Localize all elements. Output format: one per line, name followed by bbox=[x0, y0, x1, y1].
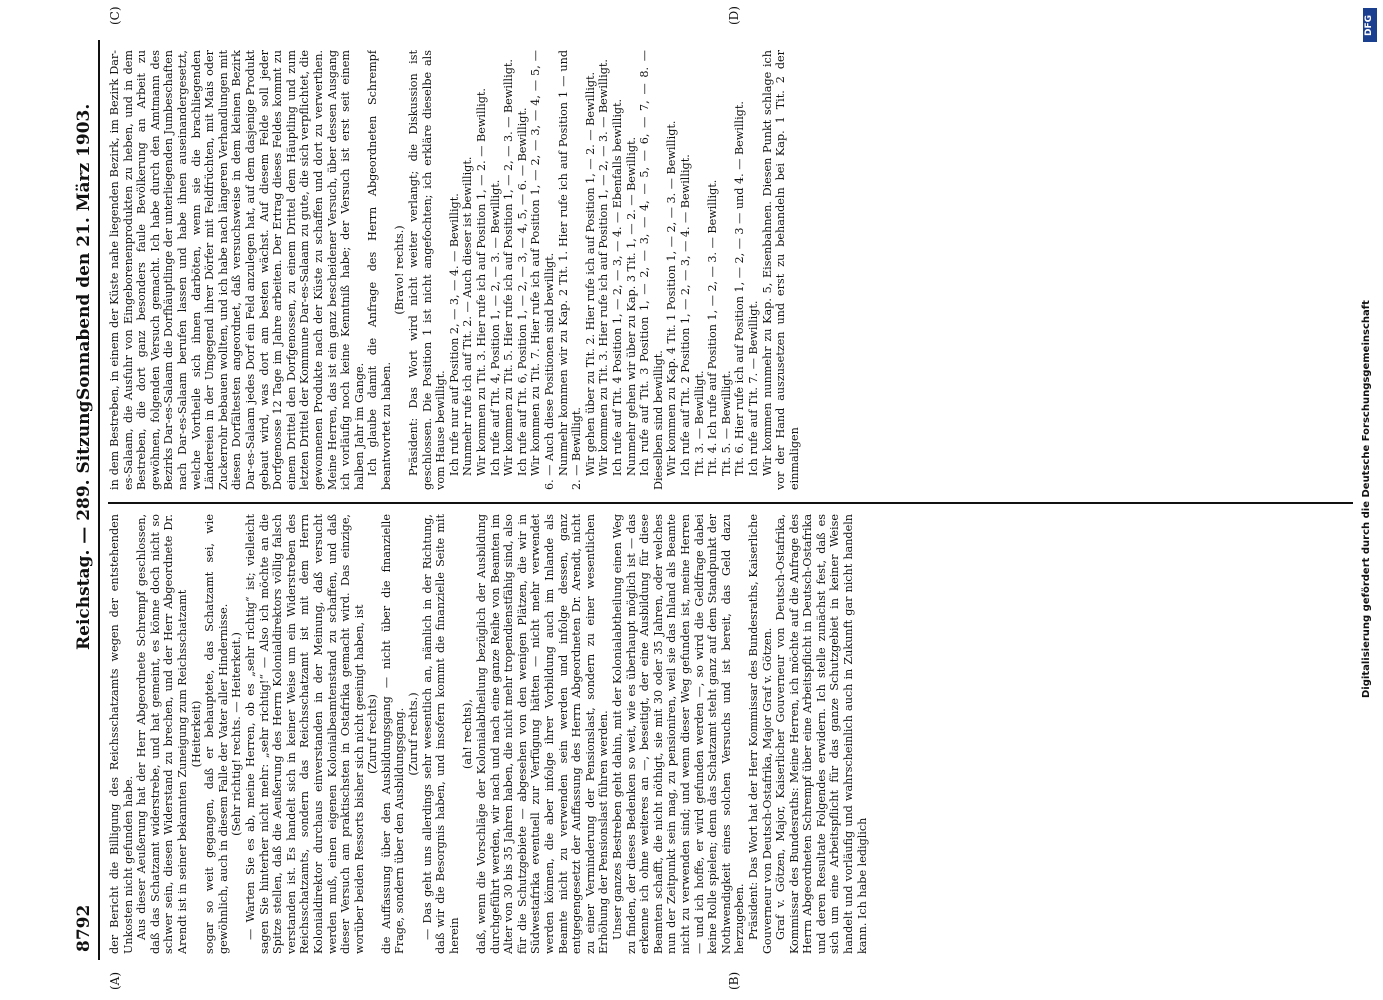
interjection: (Heiterkeit) bbox=[189, 700, 203, 768]
paragraph: der Bericht die Billigung des Reichsschatzamts wegen der entstehenden Unkosten nicht gefunden habe. bbox=[108, 514, 135, 954]
paragraph: — Das geht uns allerdings sehr wesentlich an, nämlich in der Richtung, daß wir die Besorgnis haben, und insofern kommt die finanzielle Seite mit herein bbox=[420, 514, 461, 954]
paragraph: Ich rufe auf Tit. 2 Position 1, — 2, — 3, — 4. — Bewilligt. bbox=[678, 154, 692, 476]
dfg-logo bbox=[1363, 8, 1377, 42]
paragraph: Graf v. Götzen, Major, Kaiserlicher Gouverneur von Deutsch-Ostafrika, Kommissar des Bundesraths: Meine Herren, ich möchte auf die Anfrage des Herrn Abgeordneten Schrempf über eine Arbeitspflicht in Deutsch-Ostafrika und deren Resultate Folgendes erwidern. Ich stelle zunächst fest, daß es sich um eine Arbeitspflicht für das ganze Schutzgebiet in keiner Weise handelt und vorläufig und wahrscheinlich auch in Zukunft gar nicht handeln kann. Ich habe lediglich bbox=[774, 514, 869, 954]
interjection: (ah! rechts), bbox=[461, 699, 475, 769]
paragraph: Wir kommen zu Kap. 4 Tit. 1 Position 1, — 2, — 3. — Bewilligt. bbox=[665, 120, 679, 476]
paragraph: Wir kommen zu Tit. 3. Hier rufe ich auf Position 1, — 2. — Bewilligt. bbox=[475, 88, 489, 476]
paragraph: in dem Bestreben, in einem der Küste nahe liegenden Bezirk, im Bezirk Dar-es-Salaam, die Ausfuhr von Eingeborenenprodukten zu heben, und in dem Bestreben, die dort ganz besonders faule Bevölkerung an Arbeit zu gewöhnen, folgenden Versuch gemacht. Ich habe durch den Amtmann des Bezirks Dar-es-Salaam die Dorfhäuptlinge der unterliegenden Jumbeschaften nach Dar-es-Salaam berufen lassen und habe ihnen auseinandergesetzt, welche Vortheile sich ihnen darböten, wenn sie die brachliegenden Ländereien in der Umgegend ihrer Dörfer mit Feldfrüchten, mit Mais oder Zuckerrohr bebauen wollten, und ich habe nach längeren Verhandlungen mit diesen Dorfältesten angeordnet, daß versuchsweise in dem kleinen Bezirk Dar-es-Salaam jedes Dorf ein Feld anzulegen hat, auf dem dasjenige Produkt gebaut wird, was dort am besten wächst. Auf diesem Felde soll jeder Dorfgenosse 12 Tage im Jahre arbeiten. Der Ertrag dieses Feldes kommt zu einem Drittel den Dorfgenossen, zu einem Drittel dem Häuptling und zum letzten Drittel der Kommune Dar-es-Salaam zu gute, die sich verpflichtet, die gewonnenen Produkte nach der Küste zu schaffen und dort zu verwerthen. Meine Herren, das ist ein ganz bescheidener Versuch, über dessen Ausgang ich vorläufig noch keine Kenntniß habe; der Versuch ist erst seit einem halben Jahr im Gange. bbox=[108, 50, 366, 490]
paragraph: Wir gehen über zu Tit. 2. Hier rufe ich auf Position 1, — 2. — Bewilligt. bbox=[583, 71, 597, 476]
dfg-logo-text: DFG bbox=[1364, 14, 1374, 36]
interjection: (Zuruf rechts) bbox=[366, 694, 380, 774]
credit-text: Digitalisierung gefördert durch die Deutsche Forschungsgemeinschaft bbox=[1361, 300, 1372, 698]
paragraph: die Auffassung über den Ausbildungsgang — nicht über die finanzielle Frage, sondern über den Ausbildungsgang. bbox=[379, 514, 407, 954]
margin-marker-d: (D) bbox=[727, 6, 741, 25]
paragraph: Ich rufe auf Tit. 4 Position 1, — 2, — 3, — 4. — Ebenfalls bewilligt. bbox=[610, 98, 624, 476]
margin-marker-a: (A) bbox=[108, 971, 122, 990]
running-title: Reichstag. — 289. Sitzung. bbox=[74, 394, 94, 650]
paragraph: Ich rufe auf Tit. 3 Position 1, — 2, — 3, — 4, — 5, — 6, — 7, — 8. — Dieselben sind bewilligt. bbox=[638, 50, 665, 490]
paragraph: Tit. 5. — Bewilligt. bbox=[719, 370, 733, 476]
paragraph: Tit. 6. Hier rufe ich auf Position 1, — 2, — 3 — und 4. — Bewilligt. bbox=[733, 101, 747, 476]
paragraph: Aus dieser Aeußerung hat der Herr Abgeordnete Schrempf geschlossen, daß das Schatzamt widerstrebe, und hat gemeint, es könne doch nicht so schwer sein, diesen Widerstand zu brechen, und der Herr Abgeordnete Dr. Arendt ist in seiner bekannten Zuneigung zum Reichsschatzamt bbox=[135, 514, 189, 954]
paragraph: — Warten Sie es ab, meine Herren, ob es „sehr richtig“ ist; vielleicht sagen Sie hinterher nicht mehr: „sehr richtig!“ — Also ich möchte an die Spitze stellen, daß die Aeußerung des Herrn Kolonialdirektors völlig falsch verstanden ist. Es handelt sich in keiner Weise um ein Widerstreben des Reichsschatzamts, sondern das Reichsschatzamt ist mit dem Herrn Kolonialdirektor durchaus einverstanden in der Meinung, daß versucht werden muß, einen eigenen Kolonialbeamtenstand zu schaffen, und daß dieser Versuch am praktischsten in Ostafrika gemacht wird. Das einzige, worüber beiden Ressorts bisher sich nicht geeinigt haben, ist bbox=[243, 514, 366, 954]
session-date: Sonnabend den 21. März 1903. bbox=[74, 103, 94, 400]
paragraph: Tit. 4. Ich rufe auf Position 1, — 2, — 3. — Bewilligt. bbox=[706, 179, 720, 476]
paragraph: Ich rufe nur auf Position 2, — 3, — 4. — Bewilligt. bbox=[447, 193, 461, 476]
paragraph: Ich rufe auf Tit. 4, Position 1, — 2, — 3. — Bewilligt. bbox=[488, 179, 502, 476]
paragraph: Präsident: Das Wort hat der Herr Kommissar des Bundesraths, Kaiserliche Gouverneur von Deutsch-Ostafrika, Major Graf v. Götzen. bbox=[746, 514, 774, 954]
paragraph: sogar so weit gegangen, daß er behauptete, das Schatzamt sei, wie gewöhnlich, auch in diesem Falle der Vater aller Hindernisse. bbox=[203, 514, 230, 954]
page-header bbox=[72, 40, 100, 960]
paragraph: Ich glaube damit die Anfrage des Herrn Abgeordneten Schrempf beantwortet zu haben. bbox=[366, 50, 393, 490]
paragraph: Wir kommen zu Tit. 3. Hier rufe ich auf Position 1, — 2, — 3. — Bewilligt. bbox=[597, 59, 611, 476]
column-divider bbox=[108, 502, 1353, 504]
paragraph: Nunmehr gehen wir über zu Kap. 3 Tit. 1, — 2. — Bewilligt. bbox=[624, 136, 638, 476]
paragraph: Nunmehr rufe ich auf Tit. 2. — Auch dieser ist bewilligt. bbox=[461, 156, 475, 476]
interjection: (Sehr richtig! rechts. — Heiterkeit.) bbox=[230, 632, 244, 836]
paragraph: Präsident: Das Wort wird nicht weiter verlangt; die Diskussion ist geschlossen. Die Position 1 ist nicht angefochten; ich erkläre dieselbe als vom Hause bewilligt. bbox=[407, 50, 448, 490]
paragraph: Ich rufe auf Tit. 6, Position 1, — 2, — 3, — 4, 5, — 6. — Bewilligt. bbox=[515, 107, 529, 476]
paragraph: Nunmehr kommen wir zu Kap. 2 Tit. 1. Hier rufe ich auf Position 1 — und 2. — Bewilligt. bbox=[556, 50, 584, 490]
paragraph: Ich rufe auf Tit. 7. — Bewilligt. bbox=[746, 300, 760, 476]
paragraph: Unser ganzes Bestreben geht dahin, mit der Kolonialabtheilung einen Weg zu finden, der dieses Bedenken so weit, wie es überhaupt möglich ist — das erkenne ich ohne weiteres an —, beseitigt, der eine Ausbildung für diese Beamten schafft, die nicht nöthigt, sie mit 30 oder 35 Jahren, oder welches nun der Zeitpunkt sein mag, zu pensioniren, weil sie das Inland als Beamte nicht zu verwenden sind; und wenn dieser Weg gefunden ist, meine Herren — und ich hoffe, er wird gefunden werden —, so wird die Geldfrage dabei keine Rolle spielen; denn das Schatzamt steht ganz auf dem Standpunkt der Nothwendigkeit eines solchen Versuchs und ist bereit, das Geld dazu herzugeben. bbox=[610, 514, 747, 954]
interjection: (Bravo! rechts.) bbox=[393, 225, 407, 315]
margin-marker-c: (C) bbox=[108, 6, 122, 25]
paragraph: Tit. 3. — Bewilligt. bbox=[692, 370, 706, 476]
paragraph: daß, wenn die Vorschläge der Kolonialabtheilung bezüglich der Ausbildung durchgeführt werden, wir nach und nach eine ganze Reihe von Beamten im Alter von 30 bis 35 Jahren haben, die nicht mehr tropendienstfähig sind, also für die Schutzgebiete — abgesehen von den wenigen Plätzen, die wir in Südwestafrika eventuell zur Verfügung hätten — nicht mehr verwendet werden können, die aber infolge ihrer Vorbildung auch im Inlande als Beamte nicht zu verwenden sein werden und infolge dessen, ganz entgegengesetzt der Auffassung des Herrn Abgeordneten Dr. Arendt, nicht zu einer Verminderung der Pensionslast, sondern zu einer wesentlichen Erhöhung der Pensionslast führen werden. bbox=[475, 514, 611, 954]
document-page bbox=[72, 6, 1362, 990]
digitization-credit bbox=[1359, 8, 1379, 988]
paragraph: Wir kommen zu Tit. 5. Hier rufe ich auf Position 1, — 2, — 3. — Bewilligt. bbox=[502, 59, 516, 476]
interjection: (Zuruf rechts.) bbox=[407, 692, 421, 776]
right-column bbox=[108, 50, 1358, 490]
page-number: 8792 bbox=[74, 904, 94, 952]
left-column bbox=[108, 514, 1358, 954]
paragraph: Wir kommen nunmehr zu Kap. 5, Eisenbahnen. Diesen Punkt schlage ich vor der Hand auszusetzen und erst zu behandeln bei Kap. 1 Tit. 2 der einmaligen bbox=[760, 50, 801, 490]
paragraph: Wir kommen zu Tit. 7. Hier rufe ich auf Position 1, — 2, — 3, — 4, — 5, — 6. — Auch diese Positionen sind bewilligt. bbox=[529, 50, 556, 490]
margin-marker-b: (B) bbox=[727, 971, 741, 990]
